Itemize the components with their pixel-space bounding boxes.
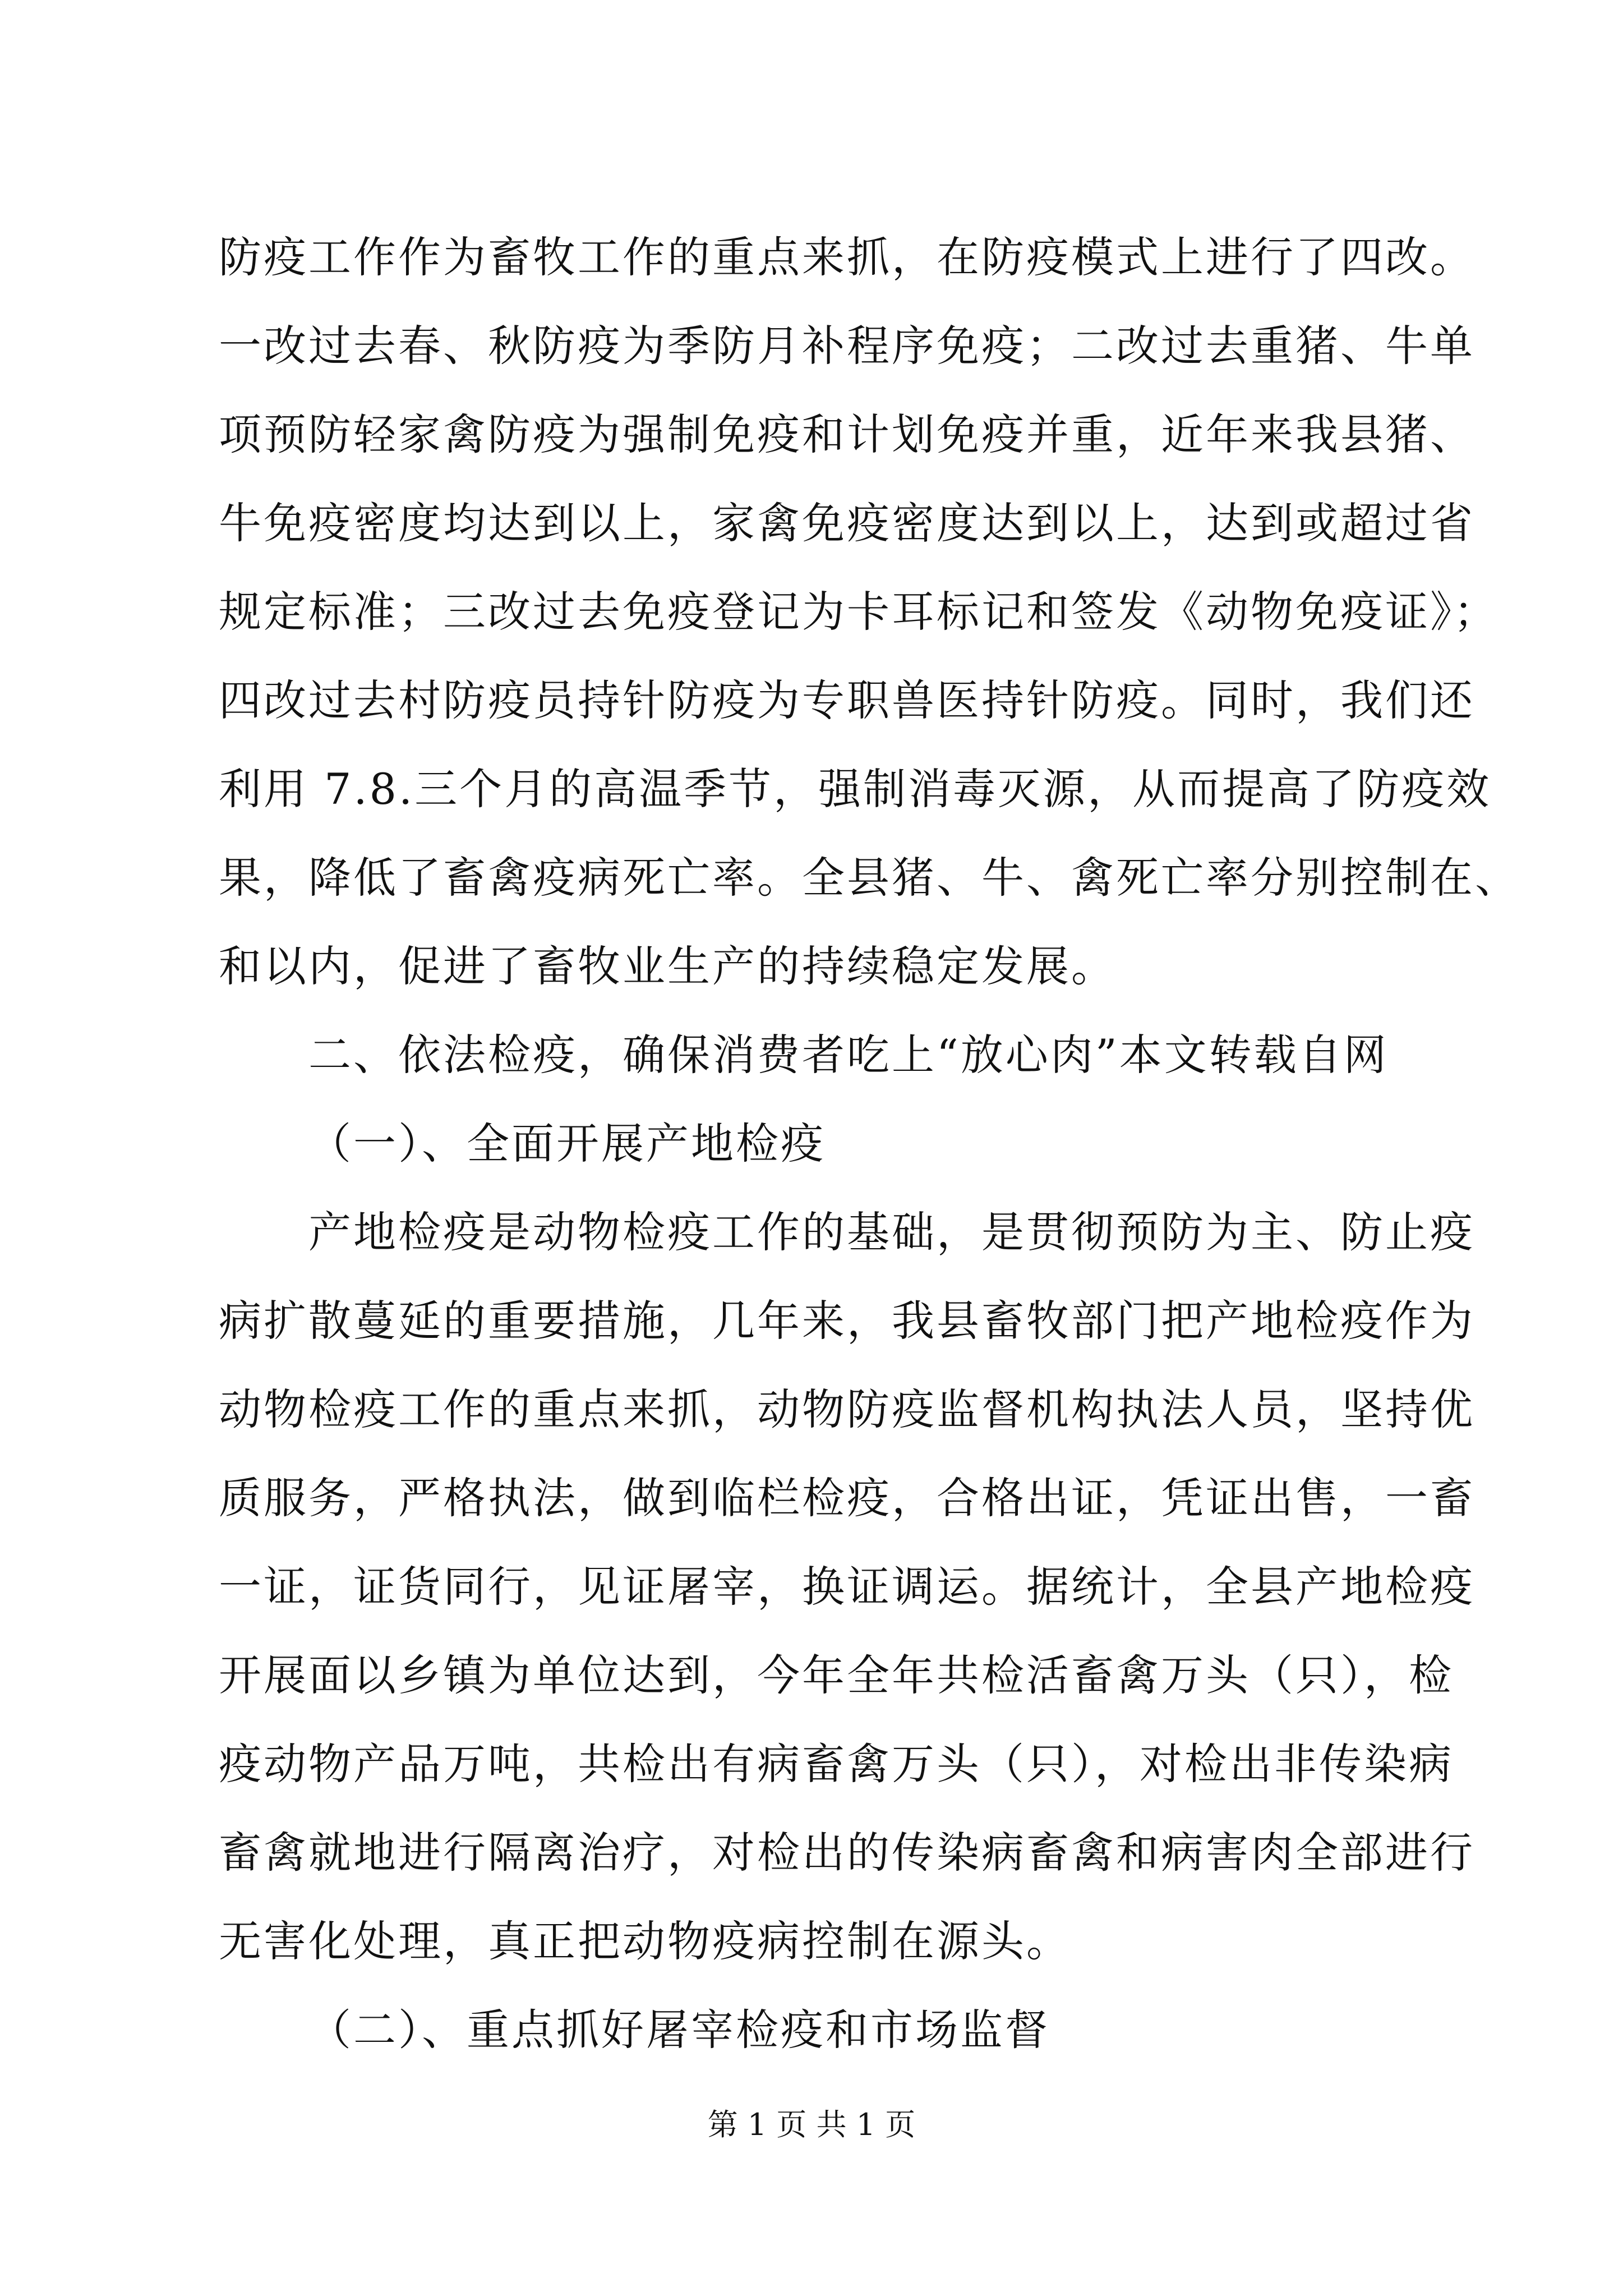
paragraph-line: 质服务，严格执法，做到临栏检疫，合格出证，凭证出售，一畜: [219, 1473, 1475, 1523]
paragraph-line: 一改过去春、秋防疫为季防月补程序免疫；二改过去重猪、牛单: [219, 321, 1475, 371]
paragraph-line: 病扩散蔓延的重要措施，几年来，我县畜牧部门把产地检疫作为: [219, 1296, 1475, 1346]
paragraph-line: 项预防轻家禽防疫为强制免疫和计划免疫并重，近年来我县猪、: [219, 409, 1475, 459]
paragraph-line: 和以内，促进了畜牧业生产的持续稳定发展。: [219, 941, 1116, 991]
paragraph-line: 无害化处理，真正把动物疫病控制在源头。: [219, 1916, 1071, 1966]
section-heading: 二、依法检疫，确保消费者吃上“放心肉”本文转载自网: [308, 1030, 1389, 1080]
subsection-heading: （一）、全面开展产地检疫: [308, 1119, 826, 1168]
paragraph-line: 开展面以乡镇为单位达到，今年全年共检活畜禽万头（只），检: [219, 1650, 1454, 1700]
subsection-heading: （二）、重点抓好屠宰检疫和市场监督: [308, 2005, 1050, 2055]
paragraph-line: 利用 7.8.三个月的高温季节，强制消毒灭源，从而提高了防疫效: [219, 764, 1492, 814]
paragraph-line: 产地检疫是动物检疫工作的基础，是贯彻预防为主、防止疫: [308, 1207, 1475, 1257]
paragraph-line: 四改过去村防疫员持针防疫为专职兽医持针防疫。同时，我们还: [219, 675, 1475, 725]
paragraph-line: 疫动物产品万吨，共检出有病畜禽万头（只），对检出非传染病: [219, 1739, 1454, 1789]
page-footer: 第 1 页 共 1 页: [707, 2107, 916, 2142]
paragraph-line: 果，降低了畜禽疫病死亡率。全县猪、牛、禽死亡率分别控制在、: [219, 853, 1520, 903]
paragraph-line: 动物检疫工作的重点来抓，动物防疫监督机构执法人员，坚持优: [219, 1384, 1475, 1434]
paragraph-line: 规定标准；三改过去免疫登记为卡耳标记和签发《动物免疫证》；: [219, 587, 1498, 637]
paragraph-line: 畜禽就地进行隔离治疗，对检出的传染病畜禽和病害肉全部进行: [219, 1828, 1475, 1878]
paragraph-line: 一证，证货同行，见证屠宰，换证调运。据统计，全县产地检疫: [219, 1562, 1475, 1612]
paragraph-line: 牛免疫密度均达到以上，家禽免疫密度达到以上，达到或超过省: [219, 498, 1475, 548]
document-body: [219, 213, 1520, 2074]
paragraph-line: 防疫工作作为畜牧工作的重点来抓，在防疫模式上进行了四改。: [219, 232, 1475, 282]
